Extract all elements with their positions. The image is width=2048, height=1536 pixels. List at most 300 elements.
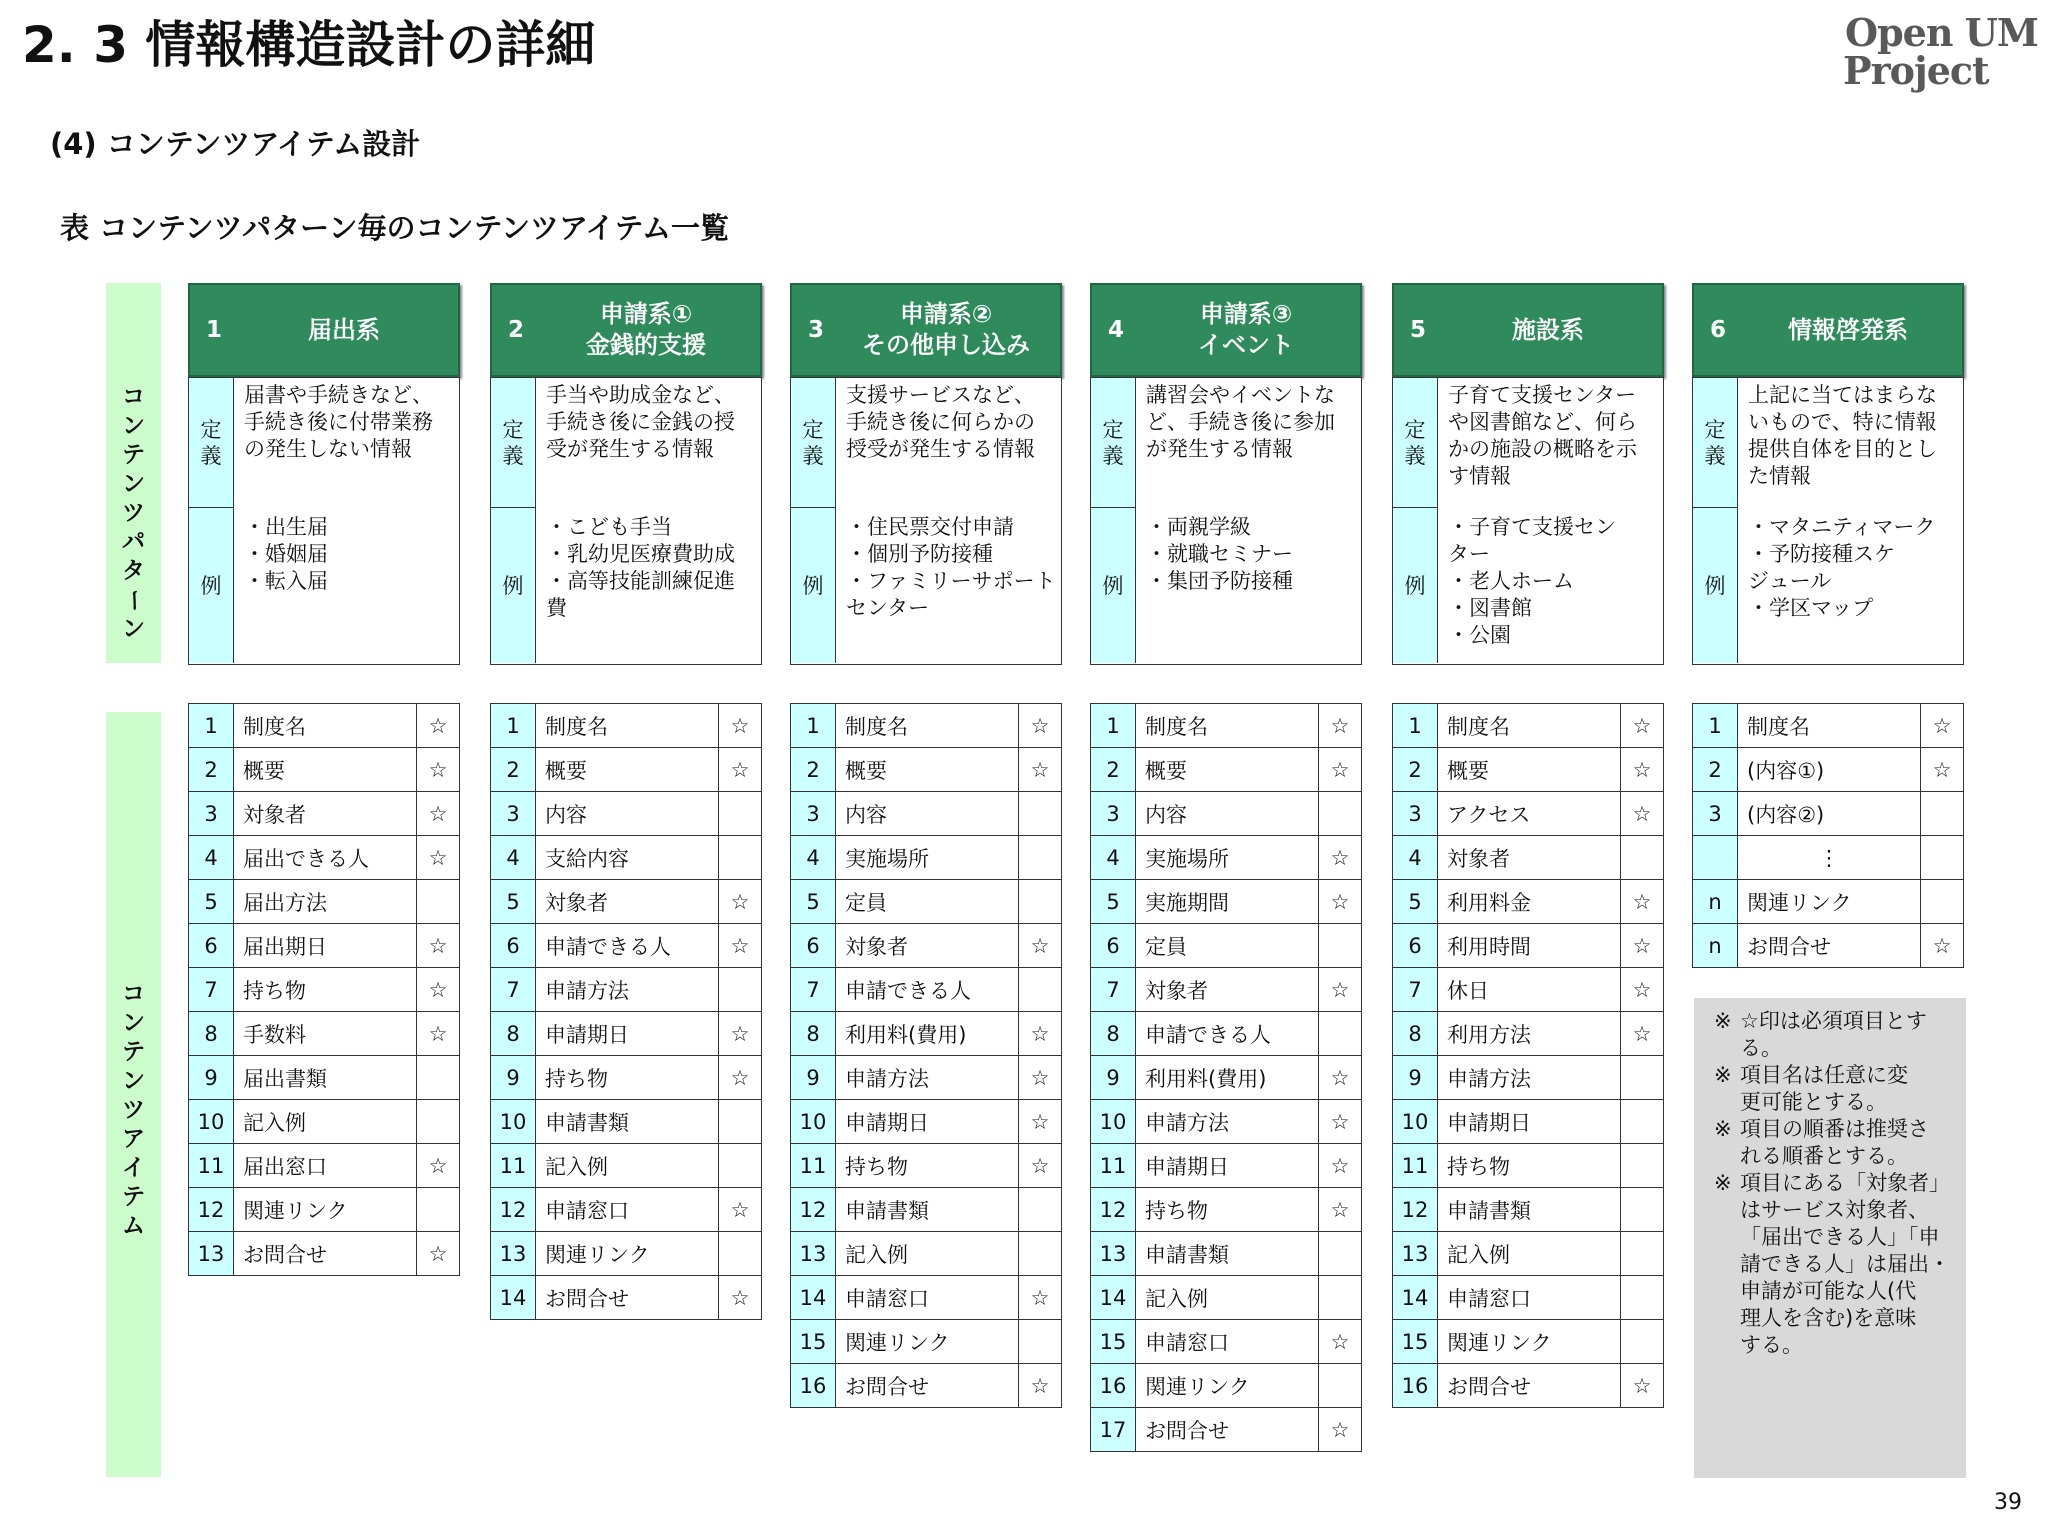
table-row [490, 1011, 762, 1056]
item-name: 申請できる人 [1145, 1022, 1271, 1047]
table-row [1692, 835, 1964, 880]
required-star: ☆ [1318, 1188, 1361, 1231]
item-name: 実施場所 [1145, 846, 1229, 871]
table-row [1090, 1319, 1362, 1364]
table-row [790, 1011, 1062, 1056]
required-star: ☆ [718, 748, 761, 791]
table-row [188, 1143, 460, 1188]
content-item-label-char: テ [122, 1039, 145, 1065]
item-number: 12 [491, 1188, 536, 1231]
item-number: 7 [1091, 968, 1136, 1011]
note-line [1714, 1116, 1958, 1143]
required-star [718, 1232, 761, 1275]
example-line: ・高等技能訓練促進 [546, 569, 735, 593]
required-star: ☆ [1920, 704, 1963, 747]
note-text: 申請が可能な人(代 [1740, 1279, 1917, 1303]
pattern-name [1136, 285, 1356, 375]
required-star: ☆ [1318, 1408, 1361, 1451]
content-pattern-label-char: ン [122, 616, 145, 642]
item-number: 9 [791, 1056, 836, 1099]
required-star: ☆ [1620, 1012, 1663, 1055]
example-line: ・ファミリーサポート [846, 569, 1056, 593]
definition-text [1748, 382, 1959, 490]
item-number: 9 [189, 1056, 234, 1099]
item-name: 持ち物 [243, 978, 306, 1003]
item-number: 9 [1393, 1056, 1438, 1099]
example-label: 例 [1091, 508, 1136, 663]
required-star [1620, 1232, 1663, 1275]
required-star [718, 968, 761, 1011]
item-name: 申請書類 [545, 1110, 629, 1135]
item-number: 13 [1393, 1232, 1438, 1275]
note-text: 「届出できる人」「申 [1740, 1225, 1940, 1249]
example-line: ター [1448, 542, 1490, 566]
required-star: ☆ [1018, 924, 1061, 967]
item-name: お問合せ [545, 1286, 629, 1311]
item-name: 届出できる人 [243, 846, 369, 871]
note-line [1714, 1332, 1958, 1359]
note-mark: ※ [1714, 1063, 1732, 1087]
definition-line: 受が発生する情報 [546, 437, 714, 461]
item-name: 申請方法 [1447, 1066, 1531, 1091]
item-number: 16 [1091, 1364, 1136, 1407]
example-line: ・転入届 [244, 569, 328, 593]
table-row [1692, 703, 1964, 748]
required-star: ☆ [416, 748, 459, 791]
required-star [416, 1056, 459, 1099]
table-row [1392, 1143, 1664, 1188]
content-item-label-char: ン [122, 1010, 145, 1036]
item-number: 5 [791, 880, 836, 923]
example-line: ・図書館 [1448, 596, 1532, 620]
required-star [416, 880, 459, 923]
open-um-project-logo [1843, 10, 2038, 93]
example-line: ・子育て支援セン [1448, 515, 1616, 539]
table-row [1090, 1407, 1362, 1452]
definition-label-char: 定 [200, 417, 222, 442]
required-star: ☆ [1620, 748, 1663, 791]
item-number: 1 [1393, 704, 1438, 747]
note-text: 項目の順番は推奨さ [1740, 1117, 1929, 1141]
item-name: 持ち物 [1145, 1198, 1208, 1223]
item-number: 12 [1091, 1188, 1136, 1231]
item-name: 支給内容 [545, 846, 629, 871]
item-number: 2 [1393, 748, 1438, 791]
table-row [1392, 791, 1664, 836]
example-text [1146, 514, 1357, 595]
item-number: 10 [1393, 1100, 1438, 1143]
definition-label [1693, 378, 1738, 508]
required-star: ☆ [1920, 748, 1963, 791]
table-row [1692, 879, 1964, 924]
content-item-label [106, 980, 161, 1241]
definition-line: が発生する情報 [1146, 437, 1293, 461]
definition-text [244, 382, 455, 463]
table-row [1090, 1275, 1362, 1320]
example-line: ・出生届 [244, 515, 328, 539]
item-number: 4 [189, 836, 234, 879]
item-name: 申請書類 [1447, 1198, 1531, 1223]
pattern-name [536, 285, 756, 375]
item-number: 11 [1393, 1144, 1438, 1187]
note-text: る。 [1740, 1036, 1782, 1060]
definition-label-char: 義 [1102, 443, 1124, 468]
note-text: 項目名は任意に変 [1740, 1063, 1908, 1087]
content-pattern-label-char: パ [122, 529, 145, 555]
required-star [1318, 1232, 1361, 1275]
definition-label-char: 定 [1404, 417, 1426, 442]
required-star: ☆ [718, 924, 761, 967]
example-line: ・就職セミナー [1146, 542, 1293, 566]
required-star [1620, 1188, 1663, 1231]
table-row [1392, 1275, 1664, 1320]
required-star [718, 836, 761, 879]
table-row [790, 1143, 1062, 1188]
item-name: 利用料金 [1447, 890, 1531, 915]
item-number: 3 [791, 792, 836, 835]
note-line [1714, 1008, 1958, 1035]
item-number: 11 [491, 1144, 536, 1187]
note-text: ☆印は必須項目とす [1740, 1009, 1927, 1033]
definition-label [791, 378, 836, 508]
pattern-name-line: 施設系 [1512, 315, 1584, 344]
example-line: ・公園 [1448, 623, 1511, 647]
example-text [1748, 514, 1959, 622]
item-number: 6 [1091, 924, 1136, 967]
required-star: ☆ [1018, 1012, 1061, 1055]
required-star: ☆ [416, 1012, 459, 1055]
item-name: 持ち物 [845, 1154, 908, 1179]
item-number: 6 [491, 924, 536, 967]
table-row [490, 967, 762, 1012]
table-row [490, 747, 762, 792]
required-star: ☆ [1318, 748, 1361, 791]
item-number: 16 [1393, 1364, 1438, 1407]
item-name: 制度名 [545, 714, 608, 739]
item-number: 14 [1091, 1276, 1136, 1319]
required-star [1318, 924, 1361, 967]
pattern-detail-box [1090, 377, 1362, 665]
content-item-label-char: ム [122, 1213, 145, 1239]
table-row [188, 1011, 460, 1056]
note-mark: ※ [1714, 1117, 1732, 1141]
note-line [1714, 1143, 1958, 1170]
item-number: 7 [1393, 968, 1438, 1011]
pattern-detail-box [1692, 377, 1964, 665]
definition-line: 手当や助成金など、 [546, 383, 735, 407]
definition-label [491, 378, 536, 508]
required-star [416, 1100, 459, 1143]
pattern-number: 3 [808, 317, 825, 343]
pattern-name [1738, 285, 1958, 375]
item-name: 届出書類 [243, 1066, 327, 1091]
item-number: 16 [791, 1364, 836, 1407]
example-label: 例 [1393, 508, 1438, 663]
item-name: 申請窓口 [1447, 1286, 1531, 1311]
required-star: ☆ [1018, 1364, 1061, 1407]
table-row [188, 835, 460, 880]
item-number [1693, 836, 1738, 879]
required-star: ☆ [1318, 968, 1361, 1011]
pattern-header [490, 283, 762, 377]
item-name: 記入例 [1447, 1242, 1510, 1267]
required-star: ☆ [1318, 1144, 1361, 1187]
item-number: 1 [189, 704, 234, 747]
item-name: 申請期日 [545, 1022, 629, 1047]
example-line: 費 [546, 596, 567, 620]
required-star: ☆ [1018, 1144, 1061, 1187]
table-row [1392, 1011, 1664, 1056]
table-row [790, 703, 1062, 748]
table-row [1090, 923, 1362, 968]
pattern-name-line: その他申し込み [862, 331, 1030, 359]
table-row [188, 791, 460, 836]
item-name: 制度名 [1747, 714, 1810, 739]
table-row [790, 1187, 1062, 1232]
item-name: 定員 [845, 890, 887, 915]
definition-label-char: 義 [1404, 443, 1426, 468]
definition-line: す情報 [1448, 464, 1511, 488]
item-name: 関連リンク [1747, 890, 1852, 915]
item-table [1392, 703, 1664, 1407]
table-row [490, 1055, 762, 1100]
item-name: 概要 [845, 758, 887, 783]
table-row [1090, 747, 1362, 792]
example-line: ・両親学級 [1146, 515, 1251, 539]
item-table [188, 703, 460, 1275]
content-item-band [106, 712, 161, 1477]
required-star: ☆ [1620, 968, 1663, 1011]
table-row [1392, 1055, 1664, 1100]
table-row [1090, 967, 1362, 1012]
content-item-label-char: テ [122, 1184, 145, 1210]
definition-line: 提供自体を目的とし [1748, 437, 1937, 461]
table-row [188, 1055, 460, 1100]
content-item-label-char: ア [122, 1126, 145, 1152]
item-name: 記入例 [243, 1110, 306, 1135]
item-number: 5 [1393, 880, 1438, 923]
required-star: ☆ [1018, 748, 1061, 791]
item-name: 申請できる人 [845, 978, 971, 1003]
example-label: 例 [1693, 508, 1738, 663]
table-row [1090, 1187, 1362, 1232]
table-row [1090, 1231, 1362, 1276]
table-row [1692, 791, 1964, 836]
table-row [1090, 1363, 1362, 1408]
required-star [1318, 792, 1361, 835]
note-text: れる順番とする。 [1740, 1144, 1908, 1168]
required-star: ☆ [718, 880, 761, 923]
pattern-name-line: 申請系① [599, 300, 693, 328]
item-number: 3 [1693, 792, 1738, 835]
table-row [1090, 791, 1362, 836]
item-name: (内容①) [1747, 758, 1825, 783]
item-name: 内容 [845, 802, 887, 827]
table-row [790, 747, 1062, 792]
item-name: 関連リンク [243, 1198, 348, 1223]
item-number: 17 [1091, 1408, 1136, 1451]
table-row [1090, 1099, 1362, 1144]
content-pattern-label-char: ー [121, 589, 147, 612]
item-number: 1 [1091, 704, 1136, 747]
item-name: 利用方法 [1447, 1022, 1531, 1047]
pattern-name-line: 申請系② [899, 300, 993, 328]
example-text [244, 514, 455, 595]
table-row [790, 1055, 1062, 1100]
required-star: ☆ [1620, 792, 1663, 835]
table-row [1090, 879, 1362, 924]
item-name: 対象者 [845, 934, 908, 959]
required-star: ☆ [1318, 1100, 1361, 1143]
definition-line: 手続き後に付帯業務 [244, 410, 433, 434]
definition-label-char: 定 [802, 417, 824, 442]
item-number: 3 [1091, 792, 1136, 835]
item-number: 13 [189, 1232, 234, 1275]
required-star: ☆ [718, 1188, 761, 1231]
item-number: 9 [491, 1056, 536, 1099]
item-number: 14 [791, 1276, 836, 1319]
note-text: 理人を含む)を意味 [1740, 1306, 1917, 1330]
required-star [1018, 836, 1061, 879]
table-row [1090, 1143, 1362, 1188]
note-line [1714, 1197, 1958, 1224]
note-line [1714, 1251, 1958, 1278]
notes-box [1694, 998, 1966, 1478]
required-star: ☆ [416, 704, 459, 747]
item-name: 届出窓口 [243, 1154, 327, 1179]
note-text: 更可能とする。 [1740, 1090, 1887, 1114]
required-star: ☆ [1620, 704, 1663, 747]
page-number: 39 [1994, 1490, 2022, 1515]
item-number: 1 [1693, 704, 1738, 747]
item-name: お問合せ [845, 1374, 929, 1399]
content-item-label-char: ツ [122, 1097, 145, 1123]
item-name: 持ち物 [545, 1066, 608, 1091]
definition-line: ど、手続き後に参加 [1146, 410, 1335, 434]
table-row [188, 1099, 460, 1144]
required-star: ☆ [1018, 1276, 1061, 1319]
definition-line: や図書館など、何ら [1448, 410, 1637, 434]
note-line [1714, 1278, 1958, 1305]
item-name: 申請窓口 [1145, 1330, 1229, 1355]
table-row [1392, 703, 1664, 748]
item-table [1090, 703, 1362, 1451]
item-number: 12 [791, 1188, 836, 1231]
definition-text [1146, 382, 1357, 463]
item-name: 関連リンク [1145, 1374, 1250, 1399]
required-star [1620, 836, 1663, 879]
table-row [1692, 747, 1964, 792]
item-number: 7 [491, 968, 536, 1011]
item-name: アクセス [1447, 802, 1531, 827]
table-title: 表 コンテンツパターン毎のコンテンツアイテム一覧 [60, 211, 729, 245]
item-number: 15 [1393, 1320, 1438, 1363]
item-number: 10 [189, 1100, 234, 1143]
item-name: 申請書類 [845, 1198, 929, 1223]
item-number: 10 [1091, 1100, 1136, 1143]
required-star: ☆ [1018, 1100, 1061, 1143]
table-row [790, 1099, 1062, 1144]
item-name: 定員 [1145, 934, 1187, 959]
required-star [718, 1144, 761, 1187]
item-number: 3 [189, 792, 234, 835]
required-star: ☆ [718, 704, 761, 747]
table-row [1392, 1319, 1664, 1364]
pattern-header [790, 283, 1062, 377]
item-name: 申請期日 [1447, 1110, 1531, 1135]
item-number: 5 [1091, 880, 1136, 923]
item-name: お問合せ [1145, 1418, 1229, 1443]
table-row [1392, 1363, 1664, 1408]
pattern-detail-box [188, 377, 460, 665]
item-name: お問合せ [243, 1242, 327, 1267]
pattern-name-line: 届出系 [308, 315, 380, 344]
item-name: 概要 [1145, 758, 1187, 783]
table-row [490, 923, 762, 968]
pattern-header [188, 283, 460, 377]
item-number: 3 [1393, 792, 1438, 835]
example-line: ・学区マップ [1748, 596, 1874, 620]
item-number: 4 [491, 836, 536, 879]
section-subtitle: (4) コンテンツアイテム設計 [50, 127, 421, 161]
required-star [718, 1100, 761, 1143]
item-name: 概要 [1447, 758, 1489, 783]
example-text [846, 514, 1057, 622]
table-row [790, 1363, 1062, 1408]
definition-label-char: 定 [1102, 417, 1124, 442]
item-number: 8 [491, 1012, 536, 1055]
pattern-name [234, 285, 454, 375]
definition-label [1393, 378, 1438, 508]
item-number: 6 [189, 924, 234, 967]
item-name: お問合せ [1447, 1374, 1531, 1399]
item-name: 利用料(費用) [1145, 1066, 1267, 1091]
table-row [790, 879, 1062, 924]
item-name: 実施期間 [1145, 890, 1229, 915]
pattern-number: 2 [508, 317, 525, 343]
definition-label-char: 義 [502, 443, 524, 468]
pattern-name [1438, 285, 1658, 375]
table-row [490, 879, 762, 924]
item-number: 2 [491, 748, 536, 791]
definition-line: 講習会やイベントな [1146, 383, 1335, 407]
item-number: 8 [1091, 1012, 1136, 1055]
pattern-header [1392, 283, 1664, 377]
item-number: 1 [491, 704, 536, 747]
required-star: ☆ [416, 1232, 459, 1275]
required-star: ☆ [718, 1012, 761, 1055]
definition-line: いもので、特に情報 [1748, 410, 1937, 434]
table-row [1090, 835, 1362, 880]
pattern-name-line: イベント [1198, 331, 1294, 359]
table-row [188, 967, 460, 1012]
item-name: 対象者 [243, 802, 306, 827]
table-row [790, 967, 1062, 1012]
required-star: ☆ [718, 1056, 761, 1099]
item-number: 8 [791, 1012, 836, 1055]
definition-line: 授受が発生する情報 [846, 437, 1035, 461]
required-star: ☆ [416, 792, 459, 835]
table-row [1392, 1187, 1664, 1232]
required-star [1318, 1276, 1361, 1319]
definition-label-char: 定 [502, 417, 524, 442]
required-star [1620, 1056, 1663, 1099]
content-pattern-label-char: ツ [122, 500, 145, 526]
table-row [1392, 879, 1664, 924]
table-row [1392, 1099, 1664, 1144]
item-number: 8 [1393, 1012, 1438, 1055]
definition-line: 手続き後に何らかの [846, 410, 1035, 434]
